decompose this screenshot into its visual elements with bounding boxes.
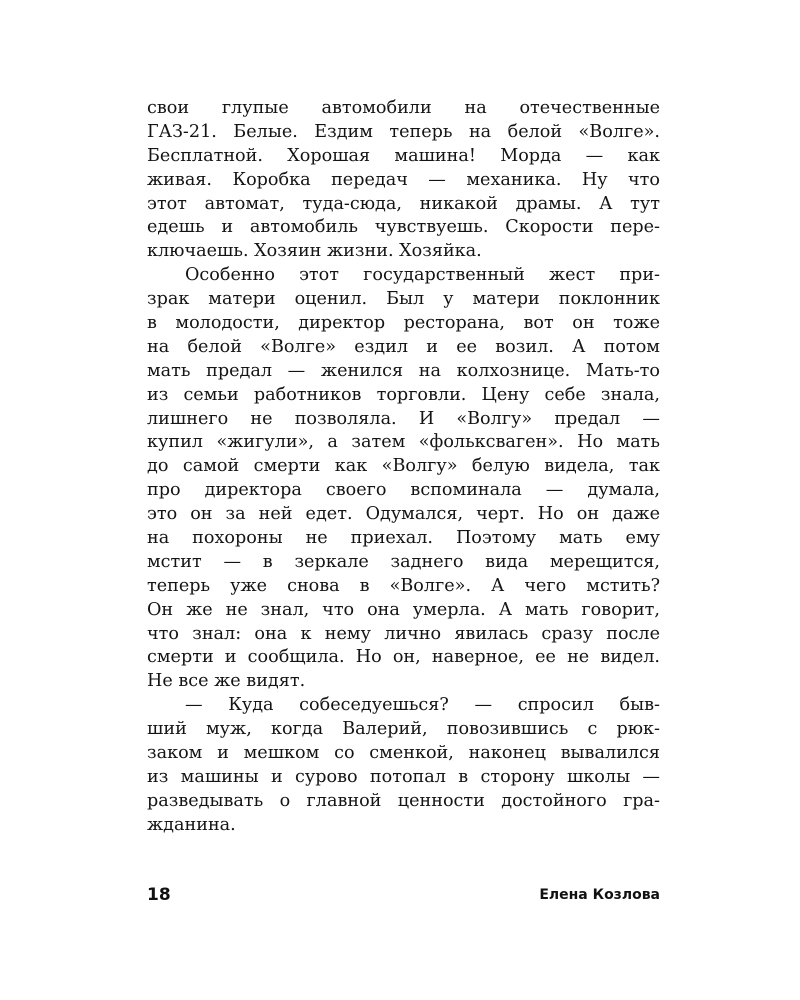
text-line: в молодости, директор ресторана, вот он тоже	[147, 313, 660, 334]
text-line: ключаешь. Хозяин жизни. Хозяйка.	[147, 241, 482, 262]
text-line: из машины и сурово потопал в сторону школы —	[147, 766, 660, 787]
text-line: свои глупые автомобили на отечественные	[147, 98, 660, 118]
text-line: что знал: она к нему лично явилась сразу после	[147, 623, 660, 644]
page-number: 18	[147, 885, 171, 905]
text-line: мать предал — женился на колхознице. Мать-то	[147, 360, 660, 381]
paragraph-start-line: Особенно этот государственный жест при-	[185, 265, 660, 286]
text-line: этот автомат, туда-сюда, никакой драмы. А тут	[147, 193, 660, 214]
text-line: зрак матери оценил. Был у матери поклонник	[147, 289, 660, 310]
text-line: Бесплатной. Хорошая машина! Морда — как	[147, 145, 660, 166]
page-footer	[147, 883, 660, 907]
text-line: купил «жигули», а затем «фольксваген». Но мать	[147, 432, 660, 453]
text-line: разведывать о главной ценности достойного гра-	[147, 790, 660, 811]
text-line: мстит — в зеркале заднего вида мерещится,	[147, 551, 660, 572]
text-line: из семьи работников торговли. Цену себе знала,	[147, 384, 660, 405]
text-line: лишнего не позволяла. И «Волгу» предал —	[147, 408, 660, 429]
text-line: живая. Коробка передач — механика. Ну что	[147, 169, 660, 190]
text-line: на похороны не приехал. Поэтому мать ему	[147, 528, 660, 549]
text-line: до самой смерти как «Волгу» белую видела, так	[147, 456, 660, 477]
text-line: ГАЗ-21. Белые. Ездим теперь на белой «Волге».	[147, 121, 660, 142]
text-line: про директора своего вспоминала — думала,	[147, 480, 660, 501]
text-line: на белой «Волге» ездил и ее возил. А потом	[147, 336, 660, 357]
text-line: Он же не знал, что она умерла. А мать говорит,	[147, 599, 660, 620]
text-line: заком и мешком со сменкой, наконец вывалился	[147, 743, 660, 764]
text-line: жданина.	[147, 814, 236, 835]
text-line: это он за ней едет. Одумался, черт. Но он даже	[147, 504, 660, 525]
text-line: едешь и автомобиль чувствуешь. Скорости пере-	[147, 217, 660, 238]
text-line: Не все же видят.	[147, 671, 306, 692]
running-footer-author: Елена Козлова	[539, 887, 660, 903]
text-line: смерти и сообщила. Но он, наверное, ее не видел.	[147, 647, 660, 668]
text-line: теперь уже снова в «Волге». А чего мстить?	[147, 575, 660, 596]
text-line: ший муж, когда Валерий, повозившись с рюк-	[147, 719, 660, 740]
paragraph-start-line: — Куда собеседуешься? — спросил быв-	[185, 695, 660, 716]
body-text	[147, 97, 660, 838]
